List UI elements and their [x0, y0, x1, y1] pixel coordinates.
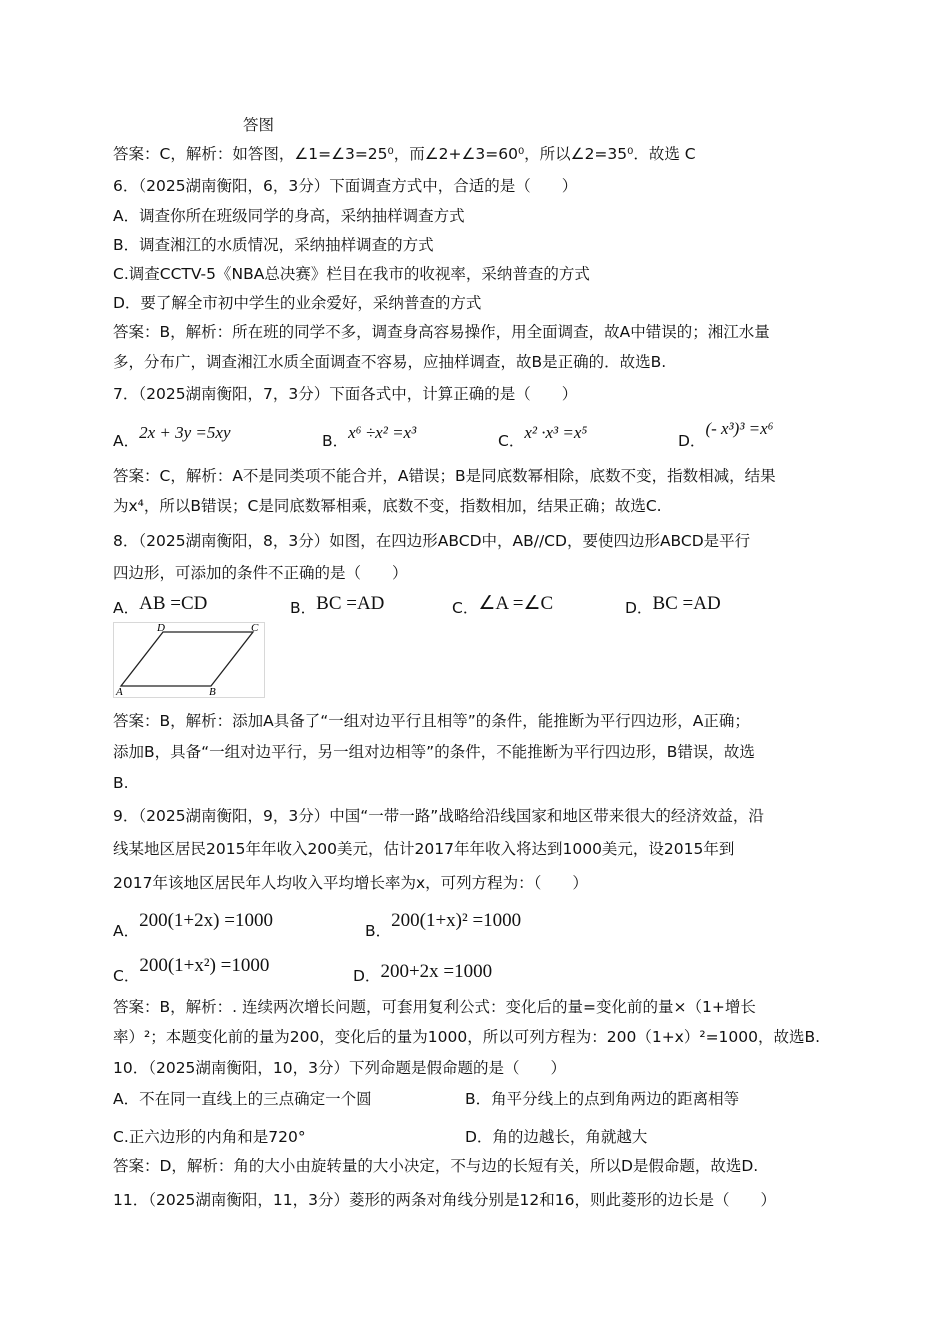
parallelogram-figure — [113, 622, 265, 698]
q8-option-c: C．∠A =∠C — [452, 593, 554, 617]
q7-option-c: C．x² ·x³ =x⁵ — [498, 423, 588, 450]
q7-answer-line1: 答案：C，解析：A不是同类项不能合并，A错误；B是同底数幂相除，底数不变，指数相减，结果 — [113, 467, 776, 485]
q7-option-d: D．(- x³)³ =x⁶ — [678, 419, 774, 450]
q9-stem-line3: 2017年该地区居民年人均收入平均增长率为x，可列方程为：（ ） — [113, 874, 588, 892]
q10-option-a: A．不在同一直线上的三点确定一个圆 — [113, 1090, 372, 1108]
q10-option-c: C.正六边形的内角和是720° — [113, 1128, 306, 1146]
figure-caption: 答图 — [243, 116, 275, 134]
q8-answer-line1: 答案：B，解析：添加A具备了“一组对边平行且相等”的条件，能推断为平行四边形，A正确； — [113, 712, 750, 730]
q6-answer-line1: 答案：B，解析：所在班的同学不多，调查身高容易操作，用全面调查，故A中错误的；湘江水量 — [113, 323, 770, 341]
q8-formula-b: BC =AD — [316, 593, 385, 614]
q10-option-d: D．角的边越长，角就越大 — [465, 1128, 648, 1146]
answer-5: 答案：C，解析：如答图，∠1=∠3=25⁰，而∠2+∠3=60⁰，所以∠2=35⁰．故选 C — [113, 145, 696, 163]
q11-stem: 11．（2025湖南衡阳，11，3分）菱形的两条对角线分别是12和16，则此菱形的边长是（ ） — [113, 1191, 776, 1209]
q8-formula-d: BC =AD — [652, 593, 721, 614]
q9-option-a: A．200(1+2x) =1000 — [113, 910, 273, 940]
q9-answer-line2: 率）²；本题变化前的量为200，变化后的量为1000，所以可列方程为：200（1+x）²=1000，故选B. — [113, 1028, 821, 1046]
q6-stem: 6．（2025湖南衡阳，6，3分）下面调查方式中，合适的是（ ） — [113, 177, 578, 195]
q9-stem-line2: 线某地区居民2015年年收入200美元，估计2017年年收入将达到1000美元，设2015年到 — [113, 840, 735, 858]
q8-formula-c: ∠A =∠C — [478, 593, 554, 614]
parallelogram-shape — [121, 632, 253, 686]
q7-option-a: A．2x + 3y =5xy — [113, 423, 231, 450]
q7-formula-b: x⁶ ÷x² =x³ — [348, 423, 417, 442]
q9-option-c: C．200(1+x²) =1000 — [113, 955, 270, 985]
vertex-a: A — [116, 686, 123, 698]
q6-option-c: C.调查CCTV-5《NBA总决赛》栏目在我市的收视率，采纳普查的方式 — [113, 265, 590, 283]
q6-option-b: B．调查湘江的水质情况，采纳抽样调查的方式 — [113, 236, 434, 254]
q10-stem: 10．（2025湖南衡阳，10，3分）下列命题是假命题的是（ ） — [113, 1059, 567, 1077]
q9-answer-line1: 答案：B，解析：. 连续两次增长问题，可套用复利公式：变化后的量=变化前的量×（1+增长 — [113, 998, 756, 1016]
vertex-d: D — [157, 622, 165, 634]
q8-option-b: B．BC =AD — [290, 593, 385, 617]
q7-formula-a: 2x + 3y =5xy — [139, 423, 231, 442]
q9-option-b: B．200(1+x)² =1000 — [365, 910, 522, 940]
q9-formula-a: 200(1+2x) =1000 — [139, 910, 273, 931]
vertex-c: C — [251, 622, 259, 634]
q9-formula-d: 200+2x =1000 — [380, 961, 493, 982]
q7-formula-c: x² ·x³ =x⁵ — [524, 423, 588, 442]
q9-stem-line1: 9．（2025湖南衡阳，9，3分）中国“一带一路”战略给沿线国家和地区带来很大的经济效益，沿 — [113, 807, 764, 825]
q8-option-a: A．AB =CD — [113, 593, 208, 617]
q8-formula-a: AB =CD — [139, 593, 208, 614]
q8-answer-line3: B. — [113, 774, 129, 792]
q8-answer-line2: 添加B，具备“一组对边平行，另一组对边相等”的条件，不能推断为平行四边形，B错误，故选 — [113, 743, 755, 761]
q8-stem-line2: 四边形，可添加的条件不正确的是（ ） — [113, 564, 408, 582]
q8-stem-line1: 8．（2025湖南衡阳，8，3分）如图，在四边形ABCD中，AB//CD，要使四边形ABCD是平行 — [113, 532, 751, 550]
q7-formula-d: (- x³)³ =x⁶ — [705, 419, 774, 438]
vertex-b: B — [209, 686, 216, 698]
q8-option-d: D．BC =AD — [625, 593, 721, 617]
q9-formula-c: 200(1+x²) =1000 — [139, 955, 270, 976]
q7-stem: 7．（2025湖南衡阳，7，3分）下面各式中，计算正确的是（ ） — [113, 385, 578, 403]
q10-option-b: B．角平分线上的点到角两边的距离相等 — [465, 1090, 740, 1108]
q6-option-a: A．调查你所在班级同学的身高，采纳抽样调查方式 — [113, 207, 465, 225]
q7-option-b: B．x⁶ ÷x² =x³ — [322, 423, 417, 450]
q6-option-d: D．要了解全市初中学生的业余爱好，采纳普查的方式 — [113, 294, 482, 312]
q9-option-d: D．200+2x =1000 — [353, 961, 493, 985]
q9-formula-b: 200(1+x)² =1000 — [391, 910, 522, 931]
q6-answer-line2: 多，分布广，调查湘江水质全面调查不容易，应抽样调查，故B是正确的．故选B. — [113, 353, 667, 371]
q10-answer: 答案：D，解析：角的大小由旋转量的大小决定，不与边的长短有关，所以D是假命题，故选D. — [113, 1157, 759, 1175]
q7-answer-line2: 为x⁴，所以B错误；C是同底数幂相乘，底数不变，指数相加，结果正确；故选C. — [113, 497, 662, 515]
